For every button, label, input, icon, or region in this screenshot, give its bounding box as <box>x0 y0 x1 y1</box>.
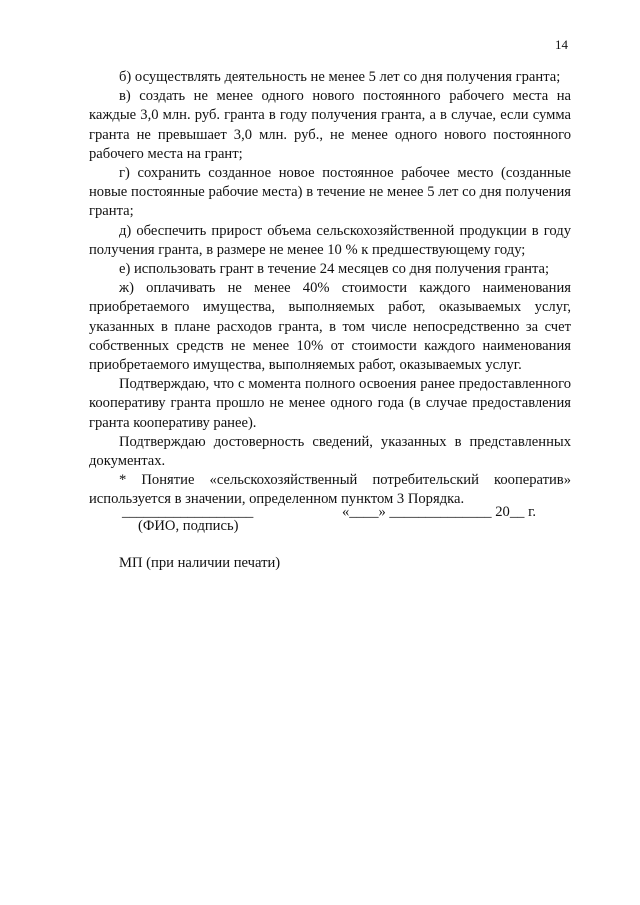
confirmation-accuracy: Подтверждаю достоверность сведений, указанных в представленных документах. <box>89 433 571 470</box>
signature-caption: (ФИО, подпись) <box>138 518 239 534</box>
signature-line: __________________ <box>122 504 254 520</box>
footnote-cooperative-definition: * Понятие «сельскохозяйственный потребительский кооператив» используется в значении, определенном пунктом 3 Порядка. <box>89 472 571 508</box>
paragraph-d: д) обеспечить прирост объема сельскохозяйственной продукции в году получения гранта, в размере не менее 10 % к предшествующему году; <box>89 222 571 258</box>
stamp-note: МП (при наличии печати) <box>119 555 281 571</box>
document-body <box>89 68 571 510</box>
paragraph-e: е) использовать грант в течение 24 месяцев со дня получения гранта; <box>119 261 550 278</box>
paragraph-b: б) осуществлять деятельность не менее 5 лет со дня получения гранта; <box>119 69 561 85</box>
date-line: «____» ______________ 20__ г. <box>342 504 537 520</box>
page-number: 14 <box>555 37 568 52</box>
paragraph-g: г) сохранить созданное новое постоянное рабочее место (созданные новые постоянные рабочие места) в течение не менее 5 лет со дня получения гранта; <box>89 165 571 220</box>
paragraph-v: в) создать не менее одного нового постоянного рабочего места на каждые 3,0 млн. руб. гранта в году получения гранта, а в случае, если сумма гранта не превышает 3,0 млн. руб., не менее одного нового постоянного рабочего места на грант; <box>89 88 571 162</box>
confirmation-grant-period: Подтверждаю, что с момента полного освоения ранее предоставленного кооперативу гранта прошло не менее одного года (в случае предоставления гранта кооперативу ранее). <box>89 376 571 431</box>
paragraph-zh: ж) оплачивать не менее 40% стоимости каждого наименования приобретаемого имущества, выполняемых работ, оказываемых услуг, указанных в плане расходов гранта, в том числе непосредственно за счет собственных средств не менее 10% от стоимости каждого наименования приобретаемого имущества, выполняемых работ, оказываемых услуг. <box>89 280 571 374</box>
